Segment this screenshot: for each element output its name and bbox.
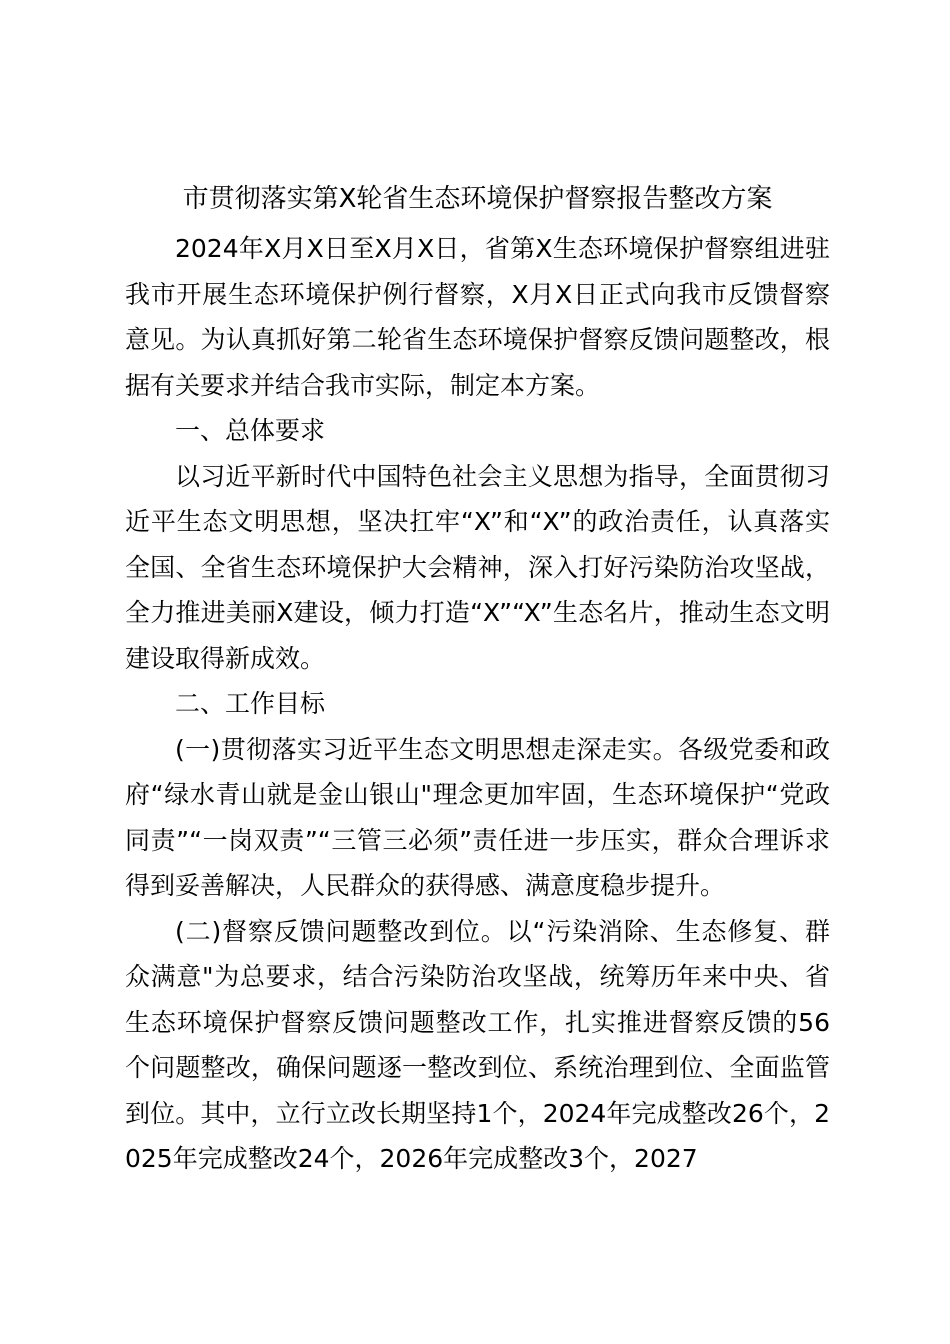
goal-two-paragraph: (二)督察反馈问题整改到位。以“污染消除、生态修复、群众满意"为总要求，结合污染防治攻坚战，统筹历年来中央、省生态环境保护督察反馈问题整改工作，扎实推进督察反馈的56个问题整改，确保问题逐一整改到位、系统治理到位、全面监管到位。其中，立行立改长期坚持1个，2024年完成整改26个，2025年完成整改24个，2026年完成整改3个，2027 xyxy=(125,916,830,1173)
document-page xyxy=(125,172,830,1182)
section-heading-general-requirements: 一、总体要求 xyxy=(175,416,326,445)
section-heading-work-goals: 二、工作目标 xyxy=(175,689,326,718)
document-title: 市贯彻落实第X轮省生态环境保护督察报告整改方案 xyxy=(182,184,773,214)
goal-one-paragraph: (一)贯彻落实习近平生态文明思想走深走实。各级党委和政府“绿水青山就是金山银山"理念更加牢固，生态环境保护“党政同责”“一岗双责”“三管三必须”责任进一步压实，群众合理诉求得到妥善解决，人民群众的获得感、满意度稳步提升。 xyxy=(125,734,830,900)
intro-paragraph: 2024年X月X日至X月X日，省第X生态环境保护督察组进驻我市开展生态环境保护例行督察，X月X日正式向我市反馈督察意见。为认真抓好第二轮省生态环境保护督察反馈问题整改，根据有关要求并结合我市实际，制定本方案。 xyxy=(125,234,830,400)
general-requirements-paragraph: 以习近平新时代中国特色社会主义思想为指导，全面贯彻习近平生态文明思想，坚决扛牢“X”和“X”的政治责任，认真落实全国、全省生态环境保护大会精神，深入打好污染防治攻坚战，全力推进美丽X建设，倾力打造“X”“X”生态名片，推动生态文明建设取得新成效。 xyxy=(125,461,830,673)
